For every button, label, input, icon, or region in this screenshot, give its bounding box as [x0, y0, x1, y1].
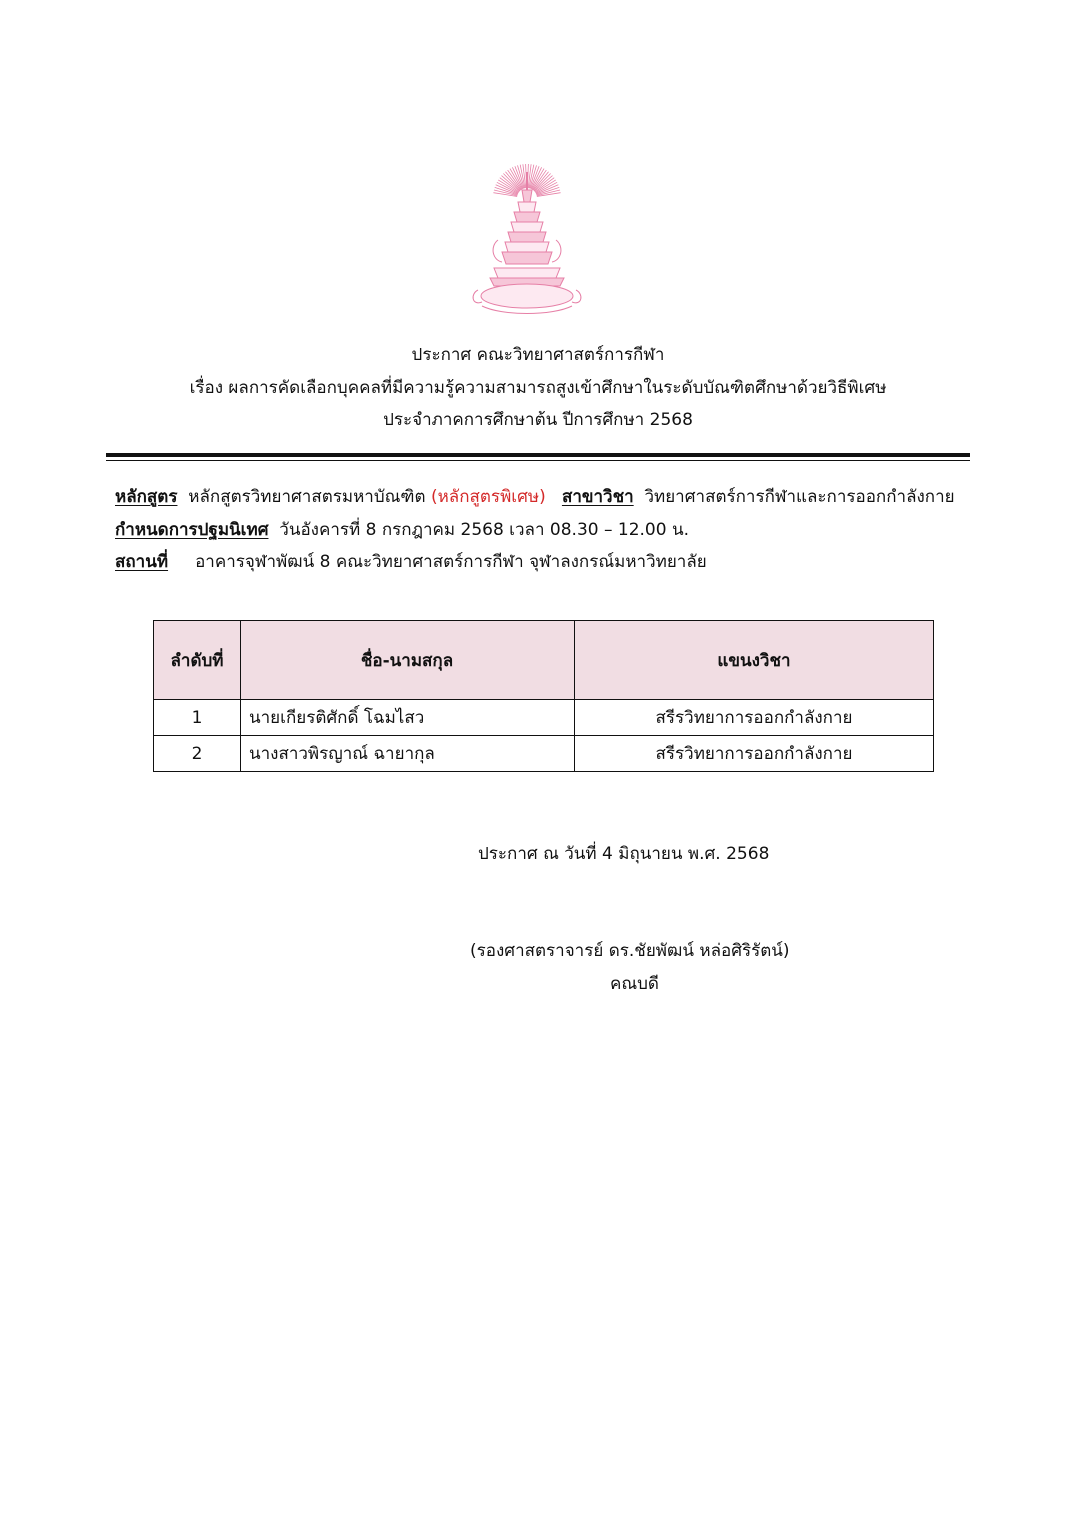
orientation-label: กำหนดการปฐมนิเทศ: [115, 520, 269, 540]
phra-kiao-emblem-icon: [468, 150, 586, 318]
major-value: วิทยาศาสตร์การกีฬาและการออกกำลังกาย: [644, 487, 955, 507]
header-major: แขนงวิชา: [575, 621, 934, 700]
table-row: [154, 700, 934, 736]
header-name: ชื่อ-นามสกุล: [241, 621, 575, 700]
candidates-table: [153, 620, 934, 772]
announcement-title: ประกาศ คณะวิทยาศาสตร์การกีฬา: [411, 345, 665, 365]
row-major: สรีรวิทยาการออกกำลังกาย: [575, 736, 934, 772]
table-row: [154, 736, 934, 772]
table-header-row: [154, 621, 934, 700]
program-value: หลักสูตรวิทยาศาสตรมหาบัณฑิต: [188, 487, 426, 507]
header-divider-thin: [106, 460, 970, 462]
row-major: สรีรวิทยาการออกกำลังกาย: [575, 700, 934, 736]
signatory-position: คณบดี: [610, 974, 659, 994]
venue-line: [115, 550, 707, 574]
signatory-name: (รองศาสตราจารย์ ดร.ชัยพัฒน์ หล่อศิริรัตน์): [470, 941, 790, 961]
program-line: [115, 485, 955, 509]
academic-term: ประจำภาคการศึกษาต้น ปีการศึกษา 2568: [383, 410, 693, 430]
major-label: สาขาวิชา: [561, 487, 634, 507]
header-order: ลำดับที่: [154, 621, 241, 700]
program-special-tag: (หลักสูตรพิเศษ): [430, 487, 546, 507]
header-divider-thick: [106, 453, 970, 457]
row-name: นายเกียรติศักดิ์ โฉมไสว: [241, 700, 575, 736]
announcement-subject: เรื่อง ผลการคัดเลือกบุคคลที่มีความรู้ความสามารถสูงเข้าศึกษาในระดับบัณฑิตศึกษาด้วยวิธีพิเศษ: [189, 378, 887, 398]
row-number: 2: [154, 736, 241, 772]
orientation-line: [115, 518, 689, 542]
program-label: หลักสูตร: [115, 487, 178, 507]
venue-value: อาคารจุฬาพัฒน์ 8 คณะวิทยาศาสตร์การกีฬา จุฬาลงกรณ์มหาวิทยาลัย: [195, 552, 707, 572]
venue-label: สถานที่: [115, 552, 169, 572]
row-name: นางสาวพิรญาณ์ ฉายากุล: [241, 736, 575, 772]
announce-date: ประกาศ ณ วันที่ 4 มิถุนายน พ.ศ. 2568: [478, 844, 770, 864]
orientation-value: วันอังคารที่ 8 กรกฎาคม 2568 เวลา 08.30 – 12.00 น.: [279, 520, 689, 540]
row-number: 1: [154, 700, 241, 736]
